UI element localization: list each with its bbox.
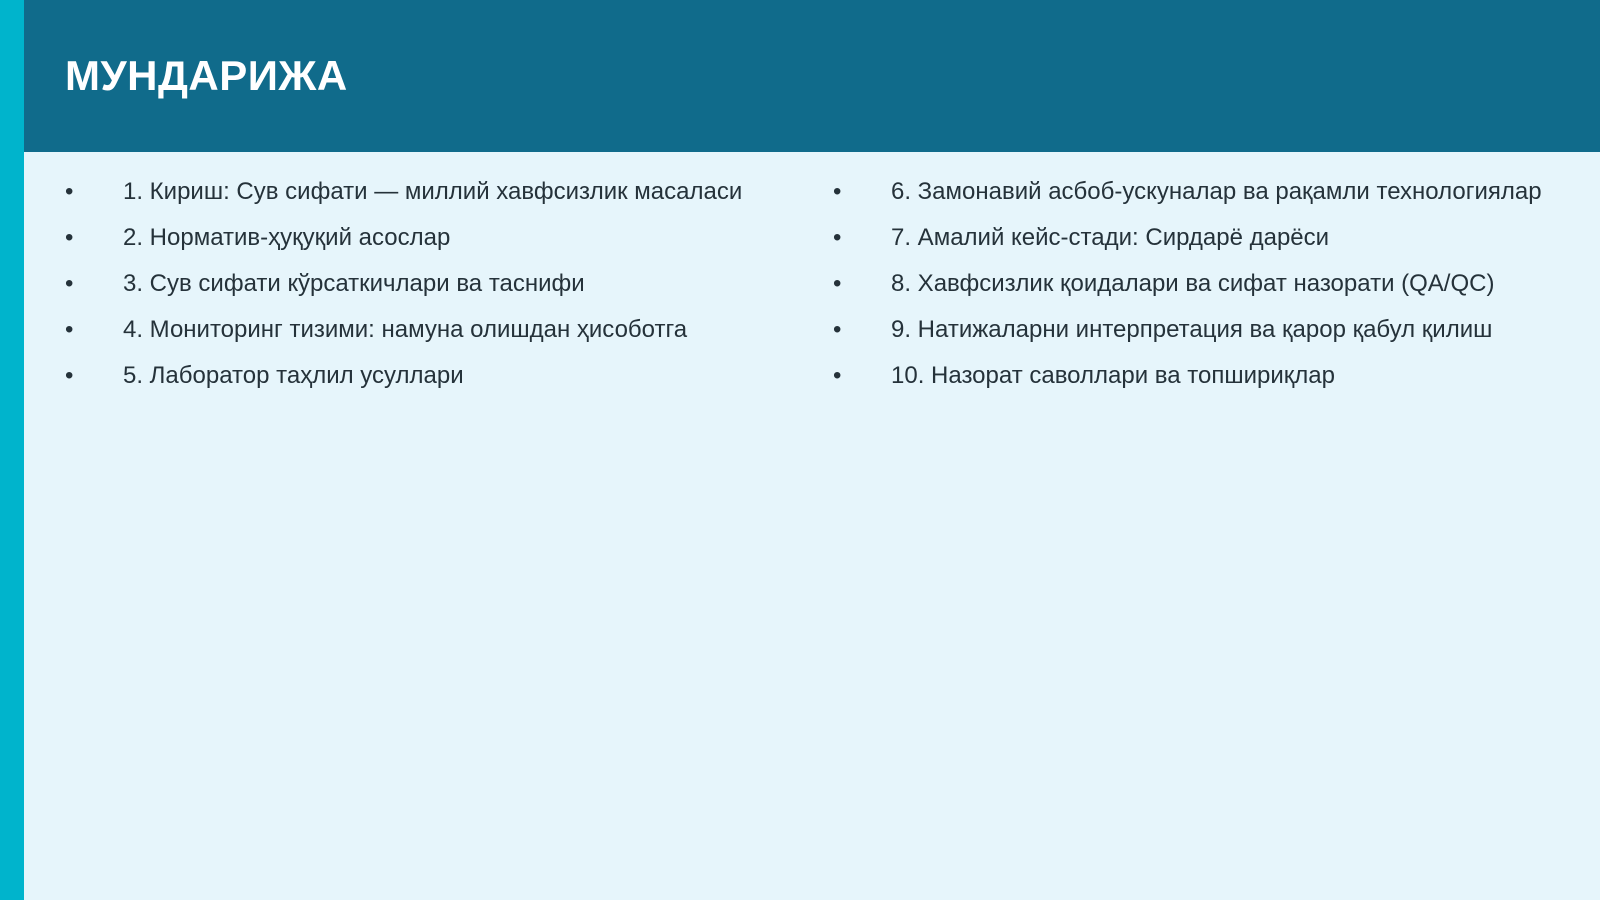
toc-item-text: 9. Натижаларни интерпретация ва қарор қабул қилиш	[891, 316, 1493, 343]
toc-item-text: 1. Кириш: Сув сифати — миллий хавфсизлик масаласи	[123, 178, 743, 205]
table-of-contents	[24, 152, 1600, 900]
bullet-icon: •	[65, 224, 74, 251]
bullet-icon: •	[65, 362, 74, 389]
slide-header	[24, 0, 1600, 152]
bullet-icon: •	[65, 270, 74, 297]
bullet-icon: •	[833, 178, 842, 205]
toc-item-text: 3. Сув сифати кўрсаткичлари ва таснифи	[123, 270, 585, 297]
toc-column-left	[65, 174, 785, 404]
toc-item	[65, 174, 785, 209]
toc-item-text: 5. Лаборатор таҳлил усуллари	[123, 362, 464, 389]
toc-item-text: 2. Норматив-ҳуқуқий асослар	[123, 224, 451, 251]
bullet-icon: •	[65, 178, 74, 205]
bullet-icon: •	[833, 224, 842, 251]
toc-item-text: 6. Замонавий асбоб-ускуналар ва рақамли технологиялар	[891, 178, 1542, 205]
bullet-icon: •	[833, 316, 842, 343]
toc-item-text: 4. Мониторинг тизими: намуна олишдан ҳисоботга	[123, 316, 688, 343]
toc-item	[65, 312, 785, 347]
toc-item	[833, 266, 1578, 301]
bullet-icon: •	[833, 362, 842, 389]
toc-item-text: 10. Назорат саволлари ва топшириқлар	[891, 362, 1335, 389]
toc-item	[833, 312, 1578, 347]
bullet-icon: •	[65, 316, 74, 343]
bullet-icon: •	[833, 270, 842, 297]
slide-title: МУНДАРИЖА	[65, 52, 348, 99]
toc-item	[65, 358, 785, 393]
toc-item-text: 7. Амалий кейс-стади: Сирдарё дарёси	[891, 224, 1330, 251]
left-accent-bar	[0, 0, 24, 900]
toc-item-text: 8. Хавфсизлик қоидалари ва сифат назорати (QA/QC)	[891, 270, 1495, 297]
toc-item	[833, 220, 1578, 255]
toc-column-right	[833, 174, 1578, 404]
toc-item	[833, 358, 1578, 393]
toc-item	[65, 220, 785, 255]
toc-item	[65, 266, 785, 301]
toc-item	[833, 174, 1578, 209]
